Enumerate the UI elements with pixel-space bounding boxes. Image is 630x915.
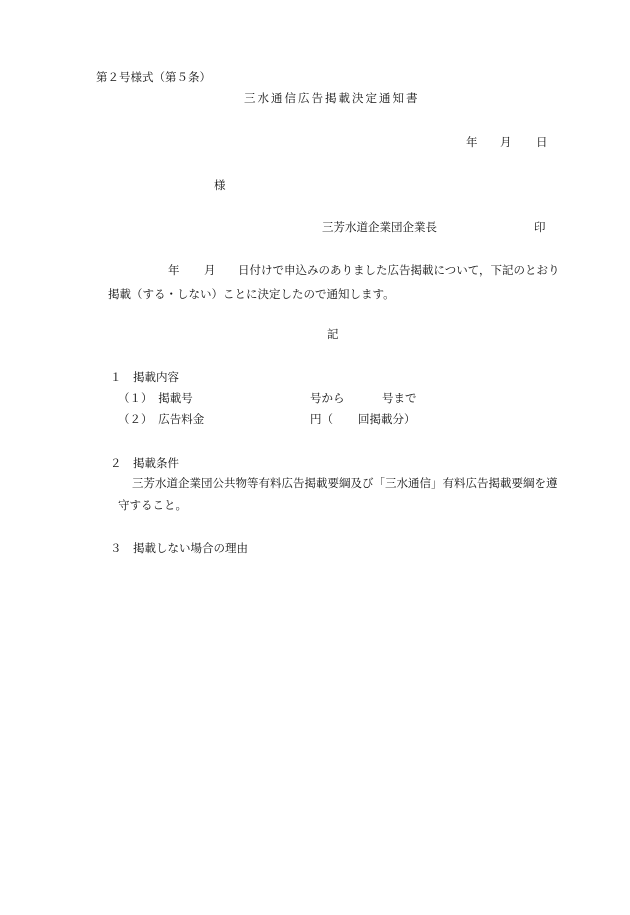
body-line2: 掲載（する・しない）ことに決定したので通知します。 [108, 287, 395, 301]
item-2-count: 回掲載分） [358, 412, 416, 426]
body-month: 月 [204, 263, 216, 277]
body-line1-rest: 日付けで申込みのありました広告掲載について，下記のとおり [238, 263, 560, 277]
seal-mark: 印 [534, 220, 546, 234]
item-1-to: 号まで [382, 391, 417, 405]
date-year: 年 [466, 135, 478, 149]
item-1-label: （１） 掲載号 [118, 391, 193, 405]
ki-heading: 記 [327, 327, 339, 341]
section-1-heading: １ 掲載内容 [110, 370, 179, 384]
item-2-yen: 円（ [310, 412, 333, 426]
form-label: 第２号様式（第５条） [96, 70, 211, 84]
issuer-name: 三芳水道企業団企業長 [322, 220, 437, 234]
date-month: 月 [500, 135, 512, 149]
section-2-text-line2: 守すること。 [118, 498, 187, 512]
section-2-text-line1: 三芳水道企業団公共物等有料広告掲載要綱及び「三水通信」有料広告掲載要綱を遵 [132, 476, 558, 490]
item-2-label: （２） 広告料金 [118, 412, 205, 426]
section-2-heading: ２ 掲載条件 [110, 456, 179, 470]
document-title: 三水通信広告掲載決定通知書 [244, 91, 420, 105]
section-3-heading: ３ 掲載しない場合の理由 [110, 541, 248, 555]
addressee-suffix: 様 [214, 178, 226, 192]
date-day: 日 [536, 135, 548, 149]
body-year: 年 [168, 263, 180, 277]
item-1-from: 号から [310, 391, 345, 405]
